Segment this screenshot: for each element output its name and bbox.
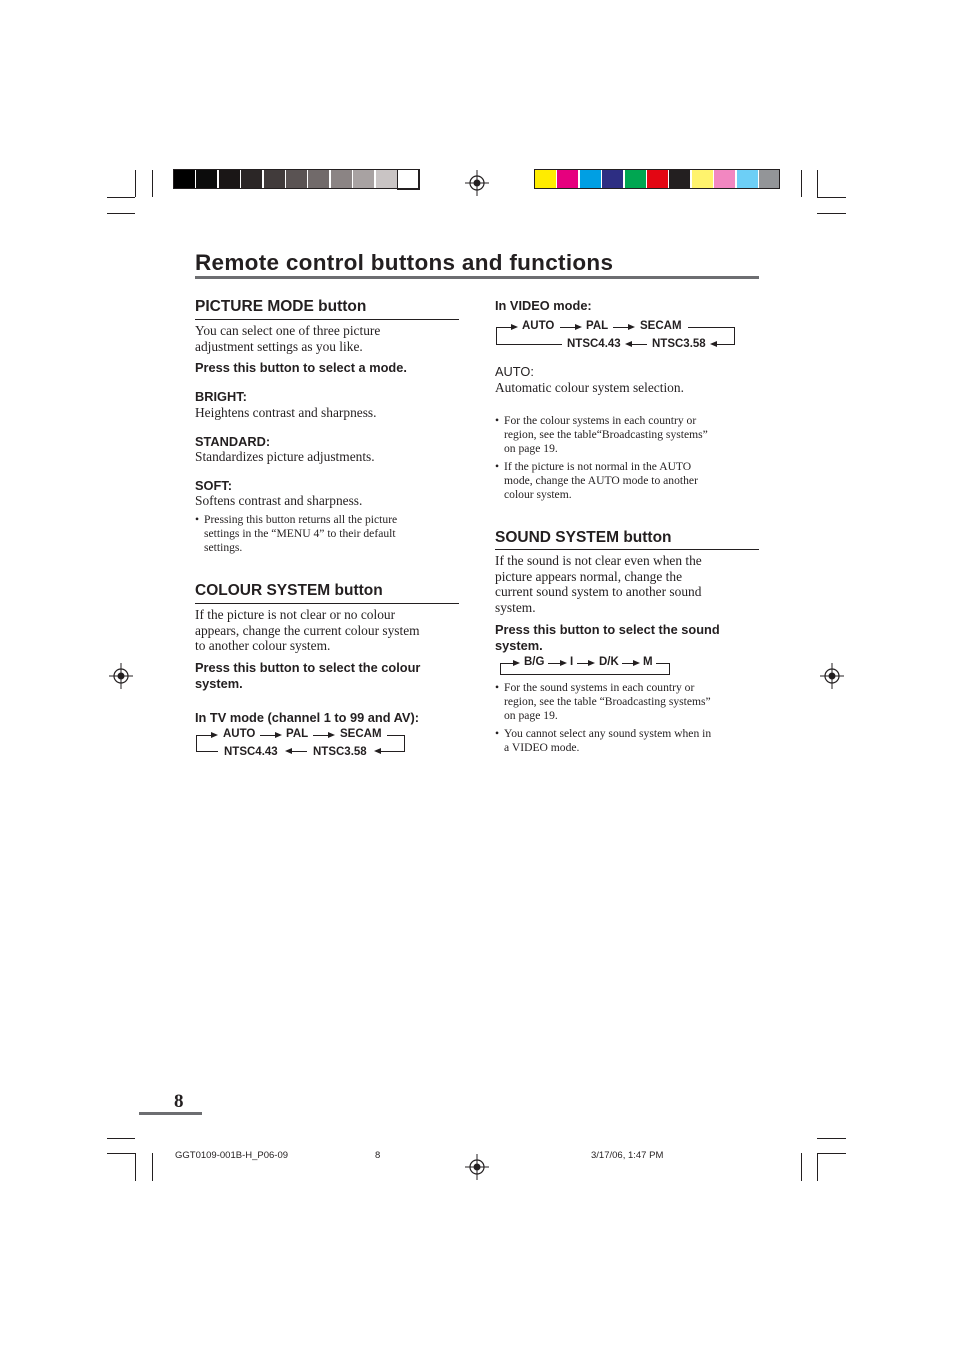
bright-text: Heightens contrast and sharpness. bbox=[195, 405, 377, 420]
flow-node-dk: D/K bbox=[599, 656, 619, 668]
picture-mode-heading: PICTURE MODE button bbox=[195, 298, 367, 315]
colour-system-instruction: Press this button to select the colour system. bbox=[195, 660, 421, 691]
page-number: 8 bbox=[174, 1091, 184, 1112]
sound-system-instruction: Press this button to select the sound system. bbox=[495, 622, 720, 653]
flow-node-m: M bbox=[643, 656, 653, 668]
sound-system-intro: If the sound is not clear even when the picture appears normal, change the current sound system to another sound system. bbox=[495, 553, 702, 615]
soft-label: SOFT: bbox=[195, 478, 232, 493]
colour-system-note-2: • If the picture is not normal in the AUTO mode, change the AUTO mode to another colour system. bbox=[495, 460, 698, 502]
video-mode-label: In VIDEO mode: bbox=[495, 298, 592, 313]
colour-system-intro: If the picture is not clear or no colour appears, change the current colour system to another colour system. bbox=[195, 607, 420, 654]
flow-node-auto: AUTO bbox=[522, 320, 555, 332]
tv-mode-label: In TV mode (channel 1 to 99 and AV): bbox=[195, 710, 419, 725]
colour-system-note-1: • For the colour systems in each country or region, see the table“Broadcasting systems” on page 19. bbox=[495, 414, 708, 456]
soft-text: Softens contrast and sharpness. bbox=[195, 493, 363, 508]
colour-system-heading: COLOUR SYSTEM button bbox=[195, 582, 383, 599]
section-rule bbox=[195, 319, 459, 320]
footer-page: 8 bbox=[375, 1150, 381, 1161]
flow-node-ntsc443: NTSC4.43 bbox=[567, 338, 621, 350]
flow-node-ntsc443: NTSC4.43 bbox=[224, 746, 278, 758]
sound-system-note-1: • For the sound systems in each country or region, see the table “Broadcasting systems” on page 19. bbox=[495, 681, 711, 723]
section-rule bbox=[495, 549, 759, 550]
sound-system-heading: SOUND SYSTEM button bbox=[495, 529, 672, 546]
flow-node-auto: AUTO bbox=[223, 728, 256, 740]
flow-node-bg: B/G bbox=[524, 656, 545, 668]
sound-system-note-2: • You cannot select any sound system when in a VIDEO mode. bbox=[495, 727, 711, 755]
auto-label: AUTO: bbox=[495, 364, 534, 379]
section-rule bbox=[195, 603, 459, 604]
flow-node-i: I bbox=[570, 656, 574, 668]
flow-node-pal: PAL bbox=[286, 728, 309, 740]
picture-mode-intro: You can select one of three picture adjustment settings as you like. bbox=[195, 323, 381, 354]
flow-node-ntsc358: NTSC3.58 bbox=[313, 746, 367, 758]
page-number-rule bbox=[139, 1112, 202, 1115]
registration-target-icon bbox=[465, 170, 489, 196]
flow-node-pal: PAL bbox=[586, 320, 609, 332]
registration-target-icon bbox=[465, 1154, 489, 1180]
picture-mode-note: • Pressing this button returns all the picture settings in the “MENU 4” to their default settings. bbox=[195, 513, 397, 555]
flow-node-secam: SECAM bbox=[340, 728, 382, 740]
registration-target-icon bbox=[820, 663, 844, 689]
registration-target-icon bbox=[109, 663, 133, 689]
footer-file-name: GGT0109-001B-H_P06-09 bbox=[175, 1150, 289, 1161]
footer-timestamp: 3/17/06, 1:47 PM bbox=[591, 1150, 664, 1161]
auto-text: Automatic colour system selection. bbox=[495, 380, 684, 395]
flow-node-secam: SECAM bbox=[640, 320, 682, 332]
standard-label: STANDARD: bbox=[195, 434, 271, 449]
picture-mode-instruction: Press this button to select a mode. bbox=[195, 360, 407, 375]
bright-label: BRIGHT: bbox=[195, 389, 247, 404]
page-title: Remote control buttons and functions bbox=[195, 250, 614, 275]
title-underline bbox=[195, 276, 759, 279]
color-bar-frame bbox=[534, 169, 780, 189]
standard-text: Standardizes picture adjustments. bbox=[195, 449, 375, 464]
flow-node-ntsc358: NTSC3.58 bbox=[652, 338, 706, 350]
gray-bar-frame bbox=[173, 169, 419, 189]
